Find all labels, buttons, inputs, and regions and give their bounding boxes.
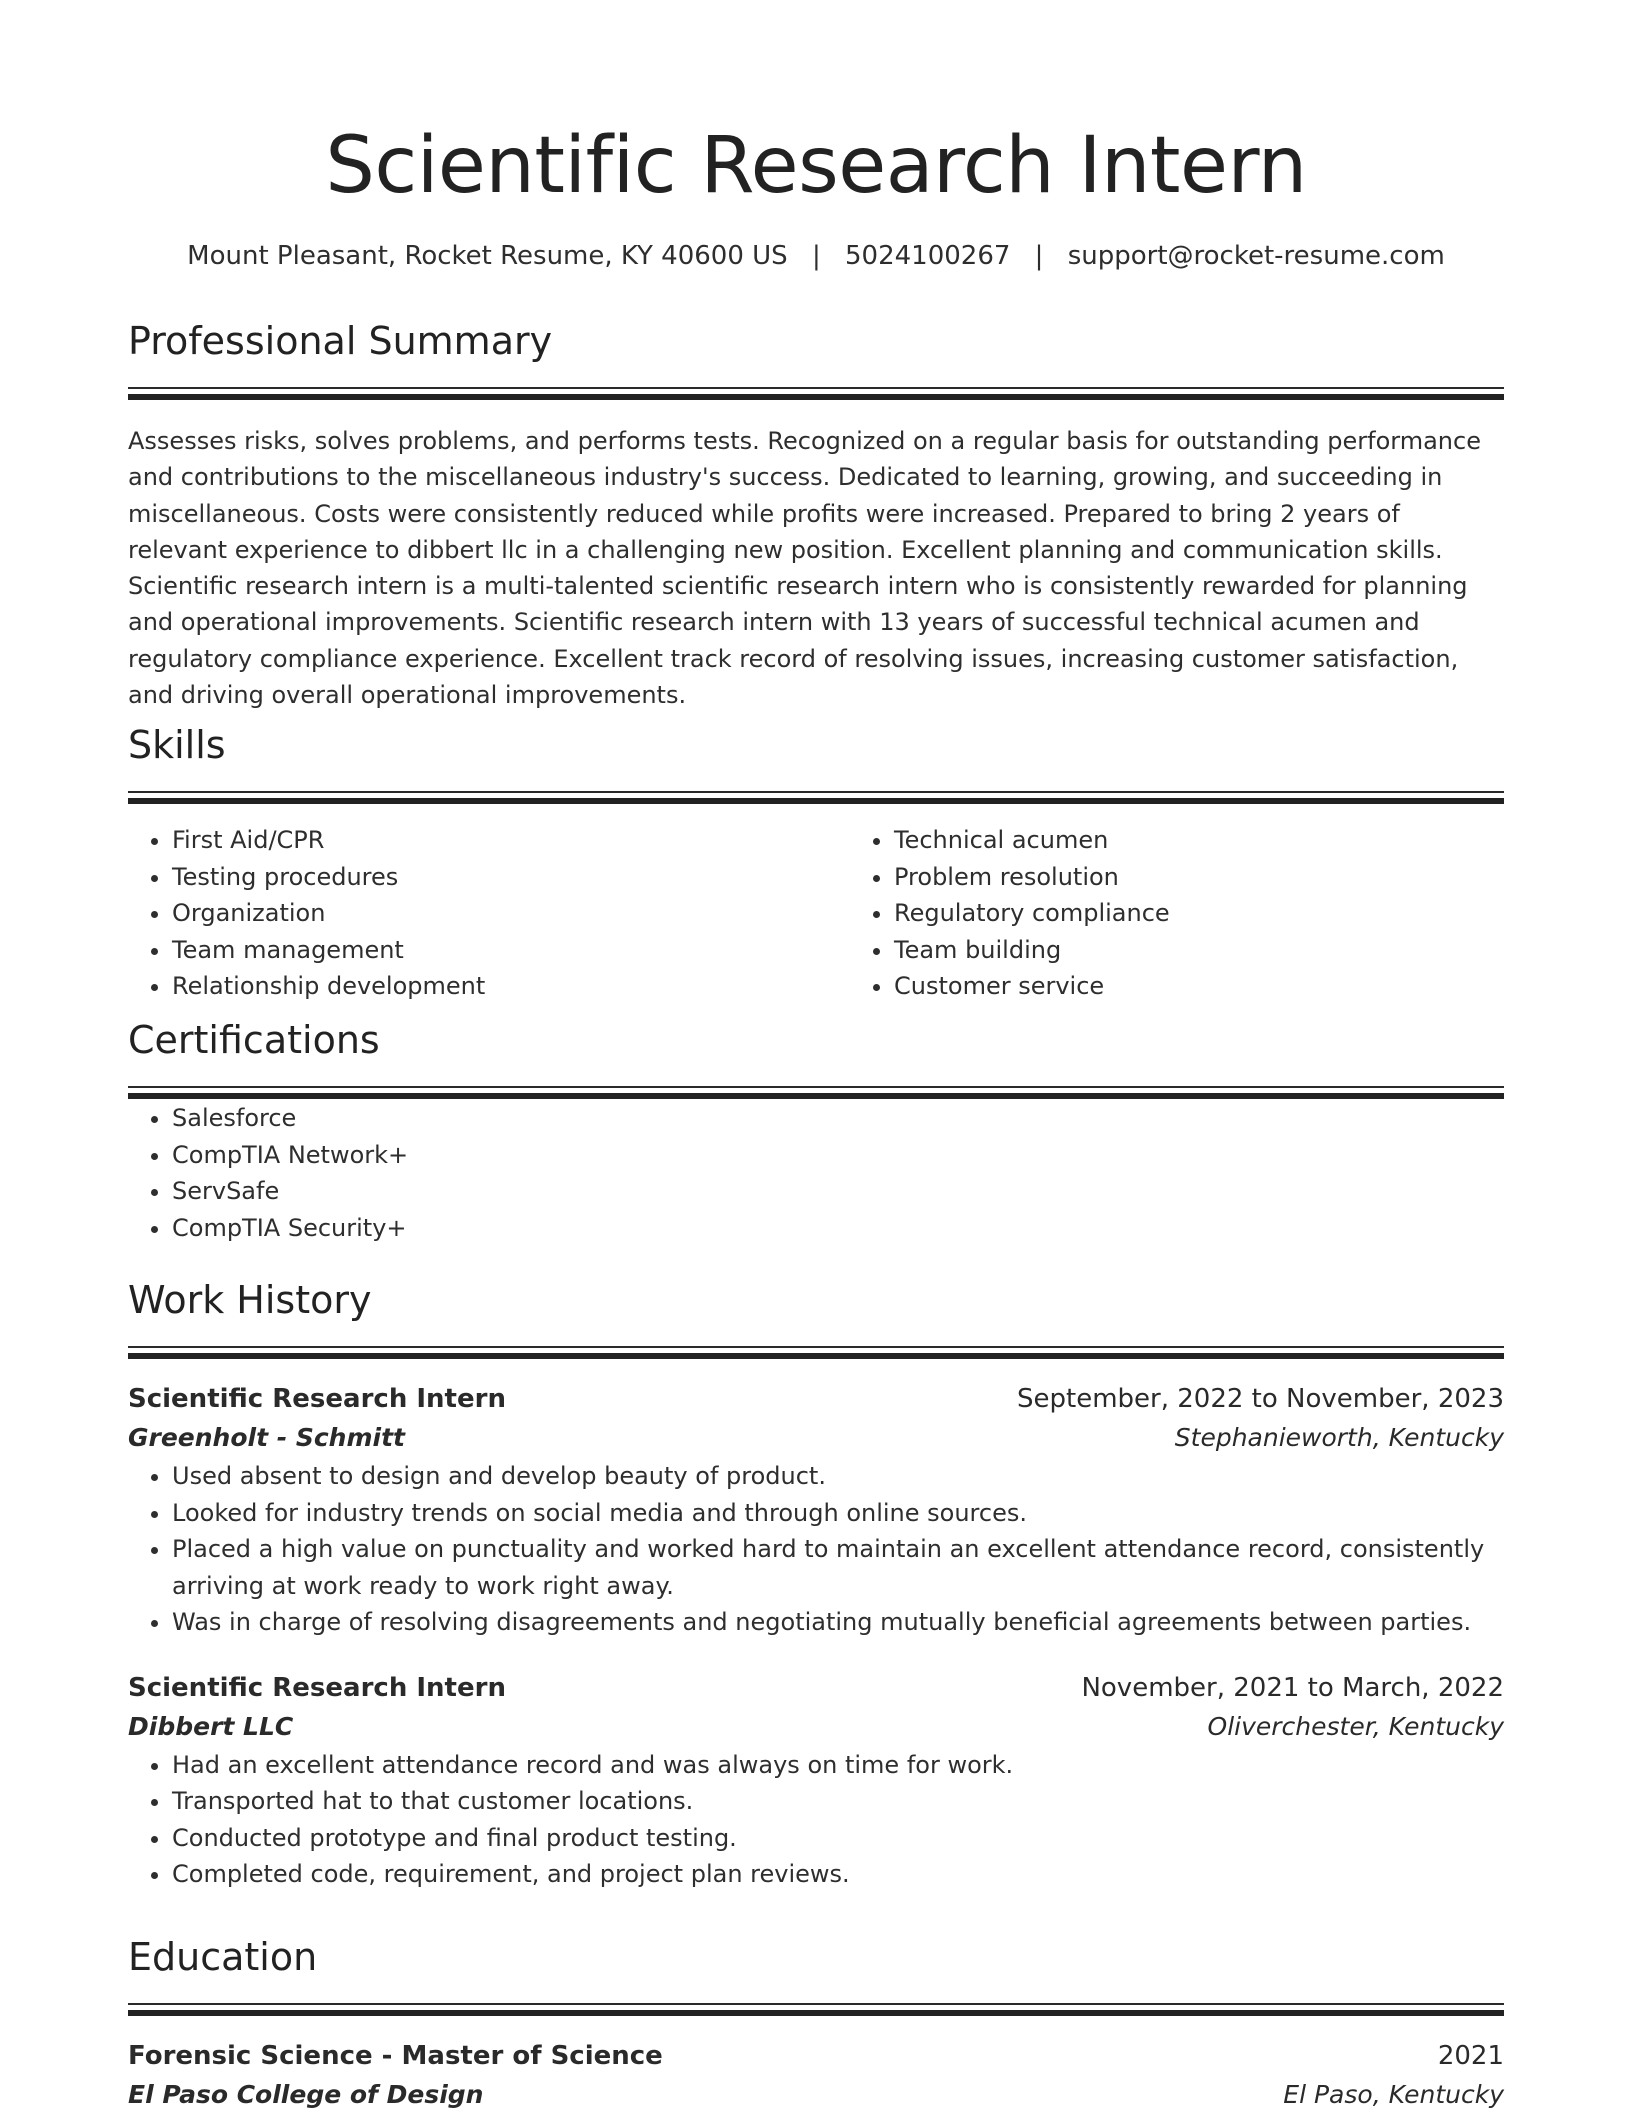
skills-grid: [128, 822, 1504, 1005]
job-company: Dibbert LLC: [128, 1711, 294, 1741]
job-dates: November, 2021 to March, 2022: [1081, 1672, 1504, 1703]
job-duty-item: • Completed code, requirement, and project plan reviews.: [172, 1856, 1504, 1893]
resume-name: Scientific Research Intern: [325, 121, 1307, 211]
job-duty-item: • Used absent to design and develop beauty of product.: [172, 1458, 1504, 1495]
section-heading: Professional Summary: [128, 319, 553, 363]
job-company: Greenholt - Schmitt: [128, 1423, 405, 1452]
section-divider: [128, 1086, 1504, 1100]
section-divider: [128, 1346, 1504, 1360]
skill-item: • Testing procedures: [172, 859, 850, 896]
contact-email: support@rocket-resume.com: [1067, 241, 1445, 271]
job-location: Oliverchester, Kentucky: [1207, 1711, 1504, 1741]
certifications-list: [128, 1100, 1504, 1246]
education-entry: [128, 2037, 1504, 2115]
section-divider: [128, 2003, 1504, 2017]
contact-phone: 5024100267: [844, 241, 1011, 271]
job-duty-item: • Looked for industry trends on social media and through online sources.: [172, 1495, 1504, 1532]
job-duty-item: • Had an excellent attendance record and was always on time for work.: [172, 1747, 1504, 1784]
job-subheader: [128, 1418, 1504, 1458]
skills-section: [128, 721, 1504, 1005]
job-duty-item: • Was in charge of resolving disagreements and negotiating mutually beneficial agreements between parties.: [172, 1604, 1504, 1641]
skill-item: • Technical acumen: [894, 822, 1572, 859]
skill-item: • Team building: [894, 932, 1572, 969]
education-school: El Paso College of Design: [128, 2080, 484, 2109]
certification-item: • Salesforce: [172, 1100, 1504, 1137]
skill-item: • Organization: [172, 895, 850, 932]
education-section: [128, 1933, 1504, 2115]
section-heading: Education: [128, 1935, 318, 1979]
education-degree: Forensic Science - Master of Science: [128, 2041, 663, 2071]
skill-item: • Regulatory compliance: [894, 895, 1572, 932]
job-location: Stephanieworth, Kentucky: [1174, 1423, 1504, 1452]
job-entry: [128, 1380, 1504, 1641]
skill-item: • Relationship development: [172, 968, 850, 1005]
job-title: Scientific Research Intern: [128, 1384, 506, 1414]
job-subheader: [128, 1707, 1504, 1747]
skill-item: • First Aid/CPR: [172, 822, 850, 859]
contact-address: Mount Pleasant, Rocket Resume, KY 40600 US: [187, 241, 788, 271]
section-heading: Skills: [128, 723, 226, 767]
skills-list-left: [128, 822, 850, 1005]
job-duty-item: • Conducted prototype and final product testing.: [172, 1820, 1504, 1857]
education-subheader: [128, 2075, 1504, 2115]
contact-separator: |: [1034, 241, 1044, 271]
education-header: [128, 2037, 1504, 2075]
job-title: Scientific Research Intern: [128, 1672, 506, 1703]
job-header: [128, 1669, 1504, 1707]
section-heading: Work History: [128, 1278, 372, 1322]
contact-line: [128, 238, 1504, 274]
section-divider: [128, 387, 1504, 401]
summary-section: [128, 317, 1504, 713]
job-entry: [128, 1669, 1504, 1893]
work-history-section: [128, 1276, 1504, 1893]
summary-text: Assesses risks, solves problems, and performs tests. Recognized on a regular basis for outstanding performance and contributions to the miscellaneous industry's success. Dedicated to learning, growing, and succeeding in miscellaneous. Costs were consistently reduced while profits were increased. Prepared to bring 2 years of relevant experience to dibbert llc in a challenging new position. Excellent planning and communication skills. Scientific research intern is a multi-talented scientific research intern who is consistently rewarded for planning and operational improvements. Scientific research intern with 13 years of successful technical acumen and regulatory compliance experience. Excellent track record of resolving issues, increasing customer satisfaction, and driving overall operational improvements.: [128, 427, 1481, 710]
job-duties: [128, 1458, 1504, 1641]
job-duty-item: • Transported hat to that customer locations.: [172, 1783, 1504, 1820]
skill-item: • Problem resolution: [894, 859, 1572, 896]
certification-item: • CompTIA Network+: [172, 1137, 1504, 1174]
certifications-section: [128, 1016, 1504, 1246]
job-duty-item: • Placed a high value on punctuality and worked hard to maintain an excellent attendance record, consistently arriving at work ready to work right away.: [172, 1531, 1504, 1604]
education-location: El Paso, Kentucky: [1283, 2080, 1504, 2109]
section-heading: Certifications: [128, 1018, 380, 1062]
section-divider: [128, 791, 1504, 805]
certification-item: • CompTIA Security+: [172, 1210, 1504, 1247]
skills-list-right: [850, 822, 1572, 1005]
job-duties: [128, 1747, 1504, 1893]
skill-item: • Customer service: [894, 968, 1572, 1005]
job-dates: September, 2022 to November, 2023: [1017, 1384, 1504, 1414]
education-year: 2021: [1437, 2041, 1504, 2071]
contact-separator: |: [811, 241, 821, 271]
job-header: [128, 1380, 1504, 1418]
skill-item: • Team management: [172, 932, 850, 969]
certification-item: • ServSafe: [172, 1173, 1504, 1210]
